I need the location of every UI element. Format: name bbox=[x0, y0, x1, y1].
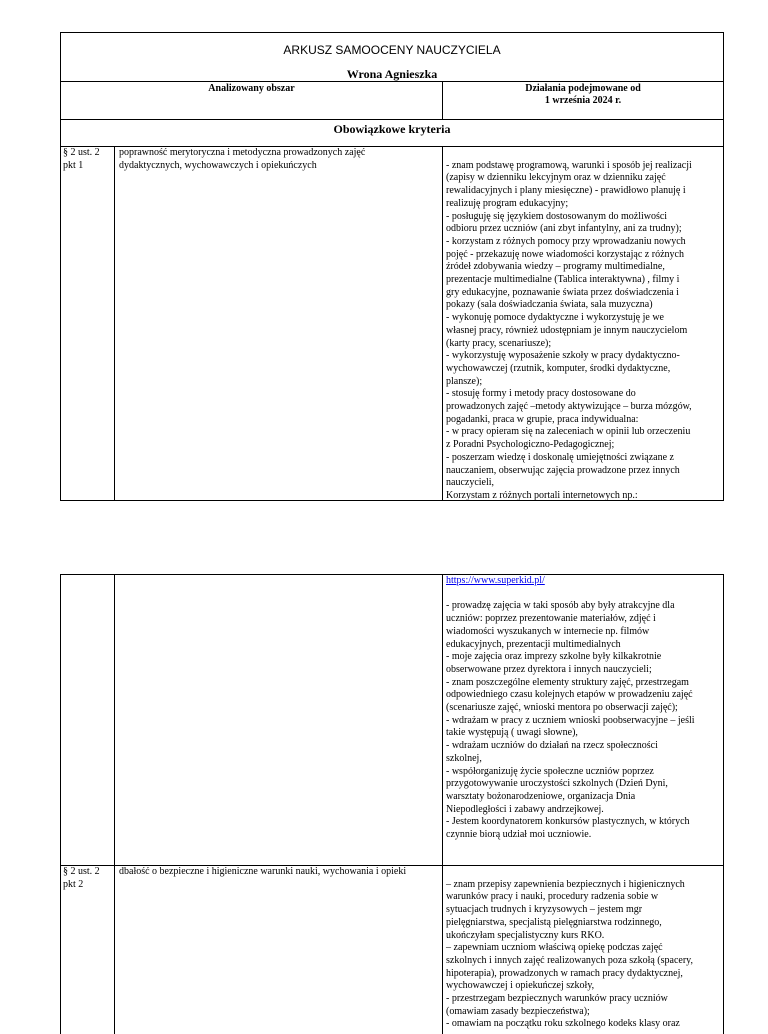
action-line: warsztaty bożonarodzeniowe, organizacja Dnia bbox=[446, 790, 636, 802]
document-title: ARKUSZ SAMOOCENY NAUCZYCIELA bbox=[283, 43, 501, 57]
criterion-ref-line: § 2 ust. 2 bbox=[63, 866, 100, 877]
action-line: plansze); bbox=[446, 375, 483, 387]
action-line: - omawiam na początku roku szkolnego kodeks klasy oraz bbox=[446, 1018, 680, 1030]
criterion-2-area bbox=[115, 866, 443, 1034]
action-line: pojęć - przekazuję nowe wiadomości korzystając z różnych bbox=[446, 248, 684, 260]
action-line: czynnie biorą udział moi uczniowie. bbox=[446, 829, 592, 841]
section-row bbox=[61, 120, 723, 147]
header-area-label: Analizowany obszar bbox=[208, 83, 295, 94]
action-line: rewalidacyjnych i plany miesięczne) - prawidłowo planuję i bbox=[446, 185, 686, 197]
criterion-1-actions-list-continued bbox=[446, 600, 721, 841]
criterion-2-actions-list bbox=[446, 879, 721, 1031]
action-line: hipoterapia), prowadzonych w ramach pracy dydaktycznej, bbox=[446, 967, 683, 979]
action-line: - wdrażam w pracy z uczniem wnioski poobserwacyjne – jeśli bbox=[446, 714, 695, 726]
action-line: przygotowywanie uroczystości szkolnych (Dzień Dyni, bbox=[446, 778, 668, 790]
criterion-2-row bbox=[61, 866, 723, 1034]
title-row bbox=[61, 33, 723, 82]
action-line: realizuję program edukacyjny; bbox=[446, 197, 569, 209]
action-line: warunków pracy i nauki, procedury radzenia sobie w bbox=[446, 891, 659, 903]
action-line: pogadanki, praca w grupie, praca indywidualna: bbox=[446, 413, 639, 425]
section-title: Obowiązkowe kryteria bbox=[333, 122, 451, 136]
criterion-area-line: dydaktycznych, wychowawczych i opiekuńczych bbox=[119, 159, 317, 171]
action-line: gry edukacyjne, poznawanie świata przez doświadczenia i bbox=[446, 286, 679, 298]
criterion-area-line: dbałość o bezpieczne i higieniczne warunki nauki, wychowania i opieki bbox=[119, 866, 407, 877]
criterion-1-ref-continued bbox=[61, 575, 115, 865]
action-line: edukacyjnych, prezentacji multimedialnych bbox=[446, 638, 621, 650]
criterion-1-actions-list bbox=[446, 160, 721, 503]
action-line: wychowawczej (rzutnik, komputer, środki dydaktyczne, bbox=[446, 362, 671, 374]
action-line: (zapisy w dzienniku lekcyjnym oraz w dzienniku zajęć bbox=[446, 172, 666, 184]
action-line: prezentacje multimedialne (Tablica interaktywna) , filmy i bbox=[446, 274, 680, 286]
action-line: - znam poszczególne elementy struktury zajęć, przestrzegam bbox=[446, 676, 689, 688]
action-line: nauczycieli, bbox=[446, 477, 495, 489]
action-line: - wykorzystuję wyposażenie szkoły w pracy dydaktyczno- bbox=[446, 350, 680, 362]
header-actions-line2: 1 września 2024 r. bbox=[544, 95, 622, 106]
criterion-1-actions-continued bbox=[443, 575, 723, 865]
action-line: nauczaniem, obserwując zajęcia prowadzone przez innych bbox=[446, 464, 680, 476]
action-line: Niepodległości i zabawy andrzejkowej. bbox=[446, 803, 604, 815]
action-line: pokazy (sala doświadczania świata, sala muzyczna) bbox=[446, 299, 653, 311]
header-area bbox=[61, 82, 443, 119]
action-line: (scenariusze zajęć, wnioski mentora po obserwacji zajęć); bbox=[446, 702, 678, 714]
action-line: - Jestem koordynatorem konkursów plastycznych, w których bbox=[446, 816, 690, 828]
action-line: ukończyłam specjalistyczny kurs RKO. bbox=[446, 929, 605, 941]
criterion-1-area-continued bbox=[115, 575, 443, 865]
criterion-area-line: poprawność merytoryczna i metodyczna prowadzonych zajęć bbox=[119, 147, 366, 158]
criterion-1-area bbox=[115, 147, 443, 500]
action-line: szkolnych i innych zajęć realizowanych poza szkołą (spacery, bbox=[446, 954, 694, 966]
action-line: - posługuję się językiem dostosowanym do możliwości bbox=[446, 210, 668, 222]
action-line: - znam podstawę programową, warunki i sposób jej realizacji bbox=[446, 159, 692, 171]
action-line: pielęgniarstwa, specjalistą pielęgniarstwa rodzinnego, bbox=[446, 916, 662, 928]
document-page-2 bbox=[60, 574, 724, 1034]
criterion-ref-line: § 2 ust. 2 bbox=[63, 147, 100, 158]
action-line: (omawiam zasady bezpieczeństwa); bbox=[446, 1005, 590, 1017]
action-line: szkolnej, bbox=[446, 752, 482, 764]
criterion-2-ref bbox=[61, 866, 115, 1034]
criterion-2-actions bbox=[443, 866, 723, 1034]
criterion-1-actions bbox=[443, 147, 723, 500]
action-line: źródeł zdobywania wiedzy – programy multimedialne, bbox=[446, 261, 665, 273]
teacher-name: Wrona Agnieszka bbox=[346, 67, 438, 81]
action-line: z Poradni Psychologiczno-Pedagogicznej; bbox=[446, 439, 615, 451]
action-line: odbioru przez uczniów (ani zbyt infantylny, ani za trudny); bbox=[446, 223, 682, 235]
action-line: uczniów: poprzez prezentowanie materiałów, zdjęć i bbox=[446, 613, 656, 625]
action-line: - w pracy opieram się na zaleceniach w opinii lub orzeczeniu bbox=[446, 426, 691, 438]
header-actions-line1: Działania podejmowane od bbox=[525, 83, 641, 94]
criterion-1-row bbox=[61, 147, 723, 500]
action-line: - korzystam z różnych pomocy przy wprowadzaniu nowych bbox=[446, 235, 686, 247]
action-line: własnej pracy, również udostępniam je innym nauczycielom bbox=[446, 324, 688, 336]
action-line: odpowiedniego czasu kolejnych etapów w prowadzeniu zajęć bbox=[446, 689, 693, 701]
action-line: (karty pracy, scenariusze); bbox=[446, 337, 552, 349]
action-line: - prowadzę zajęcia w taki sposób aby były atrakcyjne dla bbox=[446, 600, 675, 612]
action-line: – znam przepisy zapewnienia bezpiecznych i higienicznych bbox=[446, 878, 685, 890]
action-line: prowadzonych zajęć –metody aktywizujące – burza mózgów, bbox=[446, 401, 692, 413]
action-line: wychowawczej i opiekuńczej szkoły, bbox=[446, 980, 595, 992]
action-line: - przestrzegam bezpiecznych warunków pracy uczniów bbox=[446, 993, 668, 1005]
action-line: – zapewniam uczniom właściwą opiekę podczas zajęć bbox=[446, 942, 663, 954]
action-line: - wykonuję pomoce dydaktyczne i wykorzystuję je we bbox=[446, 312, 664, 324]
action-line: takie występują ( uwagi słowne), bbox=[446, 727, 578, 739]
criterion-1-continued-row bbox=[61, 575, 723, 866]
header-row bbox=[61, 82, 723, 120]
action-line: Korzystam z różnych portali internetowych np.: bbox=[446, 489, 638, 501]
action-line: - współorganizuję życie społeczne uczniów poprzez bbox=[446, 765, 654, 777]
action-line: wiadomości wyszukanych w internecie np. filmów bbox=[446, 625, 650, 637]
header-actions bbox=[443, 82, 723, 119]
action-line: - stosuję formy i metody pracy dostosowane do bbox=[446, 388, 636, 400]
action-line: sytuacjach trudnych i kryzysowych – jestem mgr bbox=[446, 904, 643, 916]
action-line: - moje zajęcia oraz imprezy szkolne były kilkakrotnie bbox=[446, 651, 662, 663]
criterion-ref-line: pkt 1 bbox=[63, 159, 84, 171]
action-line: obserwowane przez dyrektora i innych nauczycieli; bbox=[446, 663, 652, 675]
superkid-link[interactable]: https://www.superkid.pl/ bbox=[446, 575, 545, 586]
document-page-1 bbox=[60, 32, 724, 501]
criterion-ref-line: pkt 2 bbox=[63, 878, 84, 890]
action-line: - poszerzam wiedzę i doskonalę umiejętności związane z bbox=[446, 451, 674, 463]
action-line: - wdrażam uczniów do działań na rzecz społeczności bbox=[446, 740, 658, 752]
criterion-1-ref bbox=[61, 147, 115, 500]
